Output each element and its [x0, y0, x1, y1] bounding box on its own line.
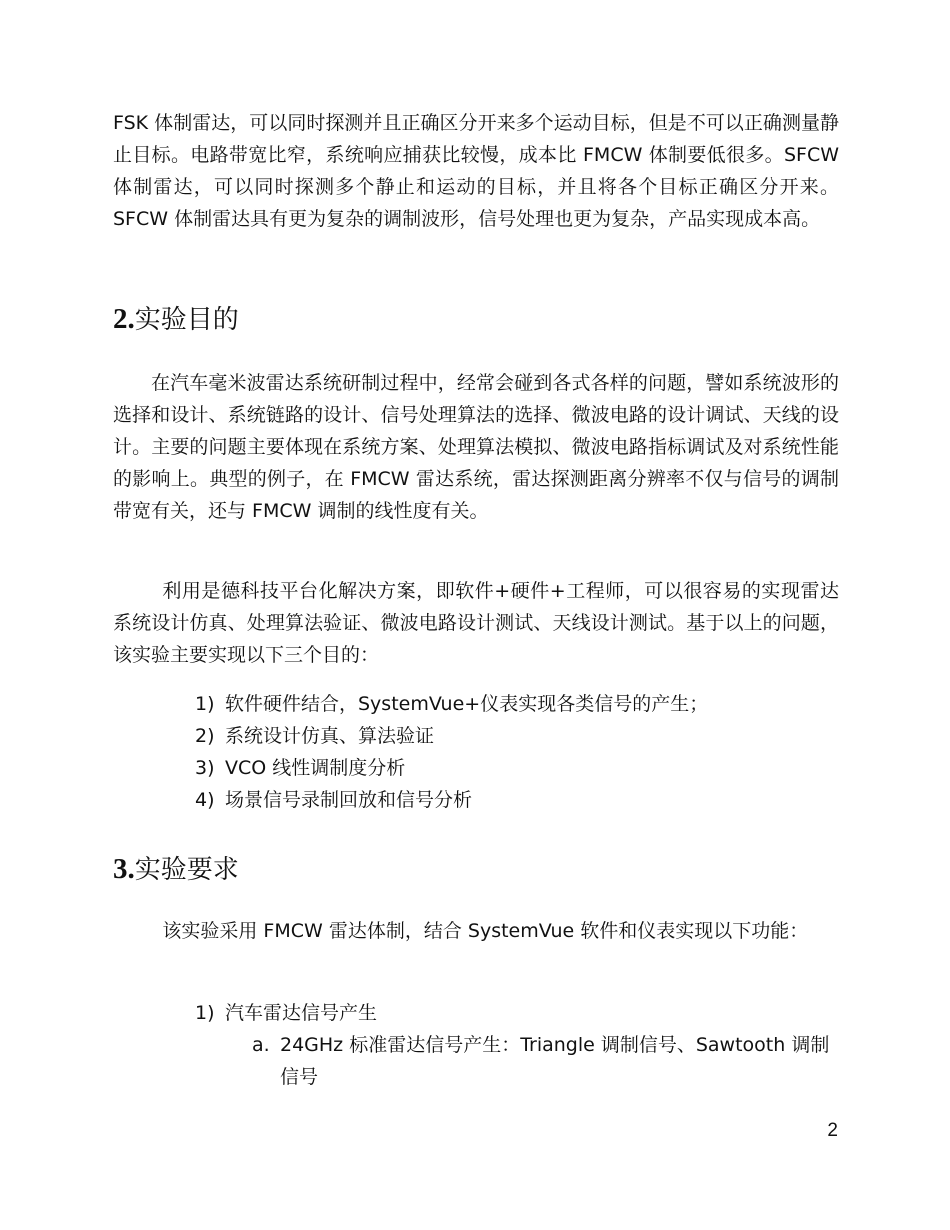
- section-3-heading: [113, 849, 239, 886]
- list-item: 2) 系统设计仿真、算法验证: [195, 725, 435, 747]
- section-2-paragraph-2: 利用是德科技平台化解决方案，即软件+硬件+工程师，可以很容易的实现雷达系统设计仿真、处理算法验证、微波电路设计测试、天线设计测试。基于以上的问题，该实验主要实现以下三个目的：: [113, 580, 839, 666]
- list-item: 1) 软件硬件结合，SystemVue+仪表实现各类信号的产生；: [195, 693, 709, 715]
- section-2-paragraph-1: 在汽车毫米波雷达系统研制过程中，经常会碰到各式各样的问题，譬如系统波形的选择和设计、系统链路的设计、信号处理算法的选择、微波电路的设计调试、天线的设计。主要的问题主要体现在系统方案、处理算法模拟、微波电路指标调试及对系统性能的影响上。典型的例子，在 FMCW 雷达系统，雷达探测距离分辨率不仅与信号的调制带宽有关，还与 FMCW 调制的线性度有关。: [113, 372, 839, 522]
- section-3-title: 实验要求: [134, 855, 239, 885]
- requirements-list: [195, 997, 377, 1029]
- list-item: 3) VCO 线性调制度分析: [195, 757, 406, 779]
- section-2-heading: [113, 299, 239, 336]
- list-item: 1) 汽车雷达信号产生: [195, 1002, 378, 1024]
- intro-paragraph: FSK 体制雷达，可以同时探测并且正确区分开来多个运动目标，但是不可以正确测量静止目标。电路带宽比窄，系统响应捕获比较慢，成本比 FMCW 体制要低很多。SFCW 体制雷达，可以同时探测多个静止和运动的目标，并且将各个目标正确区分开来。SFCW 体制雷达具有更为复杂的调制波形，信号处理也更为复杂，产品实现成本高。: [113, 112, 839, 230]
- section-3-paragraph: 该实验采用 FMCW 雷达体制，结合 SystemVue 软件和仪表实现以下功能：: [162, 920, 809, 942]
- section-2-title: 实验目的: [134, 305, 239, 335]
- list-item: 4) 场景信号录制回放和信号分析: [195, 789, 473, 811]
- section-2-number: 2.: [113, 303, 135, 335]
- objectives-list: [195, 688, 708, 816]
- page-number: 2: [827, 1120, 838, 1141]
- list-item: a. 24GHz 标准雷达信号产生：Triangle 调制信号、Sawtooth 调制信号: [252, 1034, 830, 1088]
- section-3-number: 3.: [113, 853, 135, 885]
- requirements-sublist: [252, 1029, 840, 1093]
